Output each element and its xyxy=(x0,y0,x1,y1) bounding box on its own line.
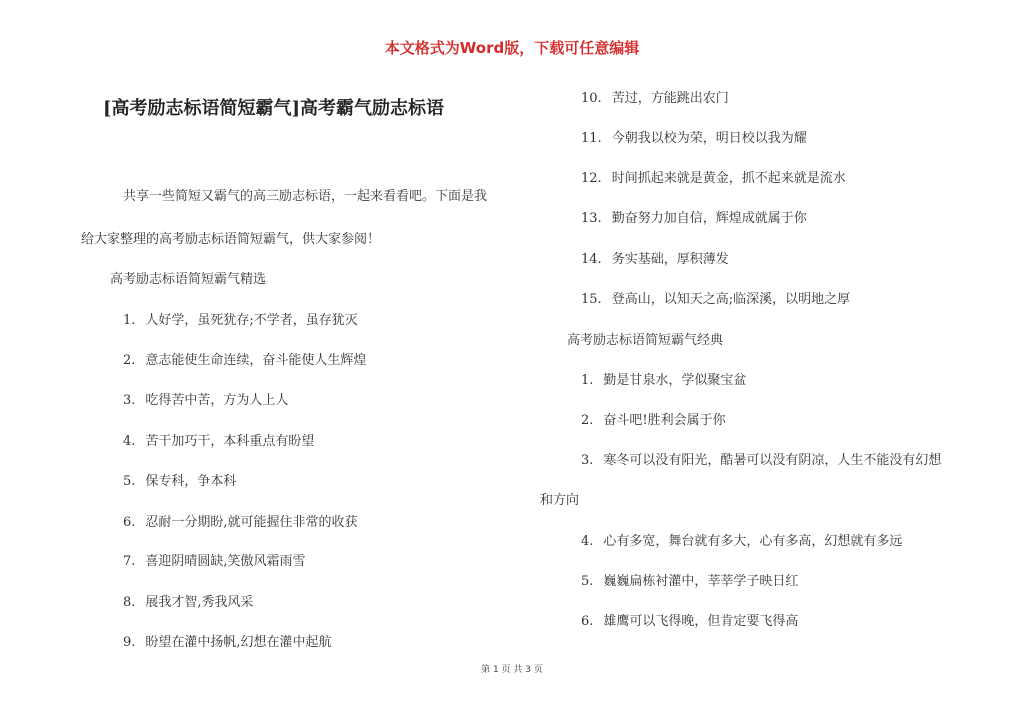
item-text: 勤奋努力加自信，辉煌成就属于你 xyxy=(611,211,807,226)
list-item xyxy=(581,530,902,549)
item-number: 5. xyxy=(581,574,594,589)
document-title: [高考励志标语简短霸气]高考霸气励志标语 xyxy=(103,98,445,119)
list-item-continuation: 和方向 xyxy=(540,493,580,508)
list-item xyxy=(581,570,798,589)
item-number: 3. xyxy=(123,393,136,408)
list-item xyxy=(581,409,726,428)
list-item xyxy=(581,248,729,267)
item-text: 喜迎阴晴圆缺,笑傲风霜雨雪 xyxy=(145,554,306,569)
item-text: 登高山，以知天之高;临深溪，以明地之厚 xyxy=(611,292,851,307)
item-text: 务实基础，厚积薄发 xyxy=(611,252,729,267)
item-text: 苦过，方能跳出农门 xyxy=(611,91,729,106)
section-heading-selected: 高考励志标语简短霸气精选 xyxy=(110,272,267,287)
item-text: 盼望在灌中扬帆,幻想在灌中起航 xyxy=(145,635,332,650)
list-item xyxy=(581,288,850,307)
item-text: 展我才智,秀我风采 xyxy=(145,595,254,610)
item-text: 保专科，争本科 xyxy=(145,474,237,489)
intro-line-2: 给大家整理的高考励志标语简短霸气，供大家参阅！ xyxy=(81,232,381,247)
item-number: 10. xyxy=(581,91,602,106)
item-text: 寒冬可以没有阳光，酷暑可以没有阴凉，人生不能没有幻想 xyxy=(603,453,942,468)
list-item xyxy=(123,591,254,610)
item-text: 勤是甘泉水，学似聚宝盆 xyxy=(603,373,747,388)
item-text: 雄鹰可以飞得晚，但肯定要飞得高 xyxy=(603,614,799,629)
item-text: 奋斗吧!胜利会属于你 xyxy=(603,413,726,428)
item-number: 1. xyxy=(123,313,136,328)
item-number: 9. xyxy=(123,635,136,650)
list-item xyxy=(581,369,746,388)
item-number: 11. xyxy=(581,131,602,146)
item-number: 2. xyxy=(581,413,594,428)
item-number: 6. xyxy=(581,614,594,629)
list-item xyxy=(123,550,306,569)
item-number: 8. xyxy=(123,595,136,610)
item-number: 1. xyxy=(581,373,594,388)
item-text: 时间抓起来就是黄金，抓不起来就是流水 xyxy=(611,171,846,186)
word-format-banner: 本文格式为Word版，下载可任意编辑 xyxy=(384,39,640,57)
list-item xyxy=(123,631,332,650)
list-item xyxy=(123,349,366,368)
item-text: 人好学，虽死犹存;不学者，虽存犹灭 xyxy=(145,313,358,328)
list-item xyxy=(123,309,358,328)
list-item xyxy=(581,127,807,146)
list-item xyxy=(581,449,941,468)
item-text: 意志能使生命连续，奋斗能使人生辉煌 xyxy=(145,353,367,368)
section-heading-classic: 高考励志标语简短霸气经典 xyxy=(567,333,724,348)
list-item xyxy=(581,610,798,629)
item-number: 3. xyxy=(581,453,594,468)
intro-line-1: 共享一些简短又霸气的高三励志标语，一起来看看吧。下面是我 xyxy=(123,189,488,204)
item-number: 13. xyxy=(581,211,602,226)
list-item xyxy=(123,470,236,489)
item-text: 苦干加巧干，本科重点有盼望 xyxy=(145,434,315,449)
item-number: 4. xyxy=(123,434,136,449)
item-number: 15. xyxy=(581,292,602,307)
item-number: 12. xyxy=(581,171,602,186)
item-text: 心有多宽，舞台就有多大，心有多高，幻想就有多远 xyxy=(603,534,903,549)
item-text: 吃得苦中苦，方为人上人 xyxy=(145,393,289,408)
item-number: 4. xyxy=(581,534,594,549)
page-footer: 第 1 页 共 3 页 xyxy=(481,665,543,675)
list-item xyxy=(123,511,358,530)
item-number: 14. xyxy=(581,252,602,267)
item-text: 今朝我以校为荣，明日校以我为耀 xyxy=(611,131,807,146)
item-text: 巍巍扁栋衬灌中，莘莘学子映日红 xyxy=(603,574,799,589)
item-text: 忍耐一分期盼,就可能握住非常的收获 xyxy=(145,515,358,530)
list-item xyxy=(581,207,807,226)
list-item xyxy=(581,167,846,186)
list-item xyxy=(581,87,729,106)
item-number: 6. xyxy=(123,515,136,530)
item-number: 5. xyxy=(123,474,136,489)
item-number: 2. xyxy=(123,353,136,368)
list-item xyxy=(123,389,288,408)
item-number: 7. xyxy=(123,554,136,569)
list-item xyxy=(123,430,314,449)
